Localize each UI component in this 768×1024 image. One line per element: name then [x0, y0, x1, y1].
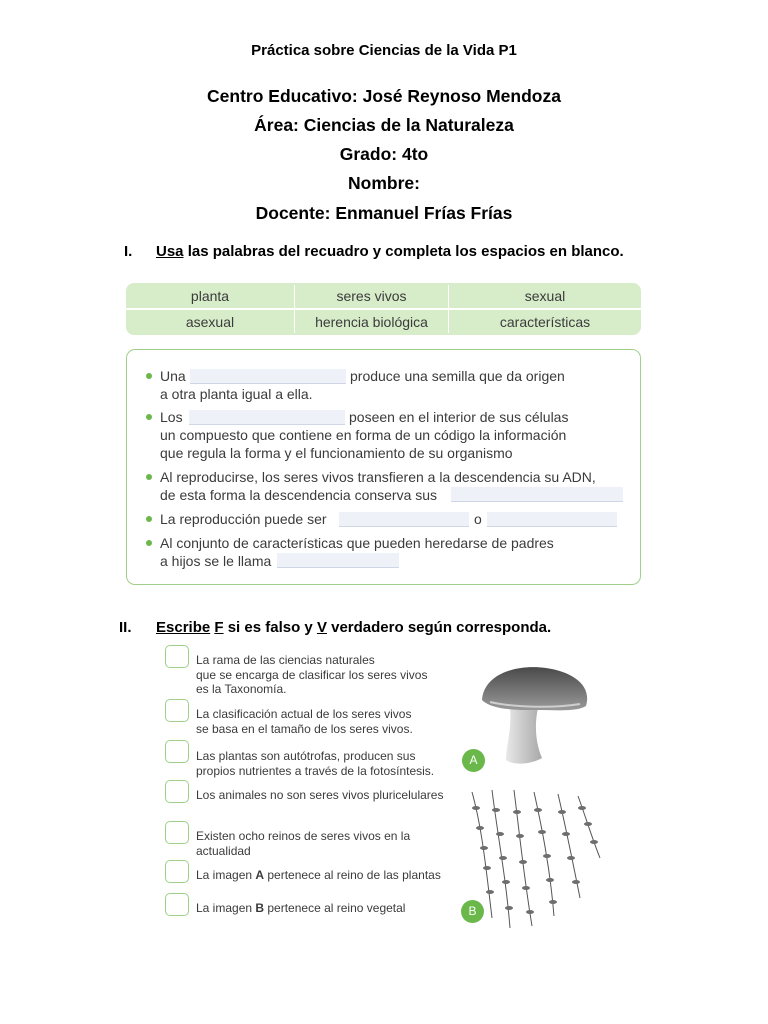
grade: Grado: 4to	[339, 144, 429, 164]
blank-1[interactable]	[190, 369, 346, 384]
blank-5[interactable]	[277, 553, 399, 568]
image-letter-b: B	[255, 901, 265, 915]
word-bank-word: planta	[190, 288, 230, 304]
statement-2	[196, 707, 413, 736]
mushroom-illustration	[476, 660, 596, 772]
image-a-badge: A	[462, 749, 485, 772]
fill-in-box	[126, 349, 641, 585]
statement-7	[196, 901, 405, 916]
word-bank-word: herencia biológica	[315, 314, 428, 330]
statement-part: pertenece al reino vegetal	[264, 901, 406, 915]
fill-item-5-start: Al conjunto de características que pueden heredarse de padres	[160, 535, 554, 551]
practice-title: Práctica sobre Ciencias de la Vida P1	[251, 42, 517, 59]
statement-part: pertenece al reino de las plantas	[264, 868, 441, 882]
statement-line: Existen ocho reinos de seres vivos en la	[196, 829, 411, 843]
word-bank-word: asexual	[185, 314, 235, 330]
fill-item-4-or: o	[474, 511, 482, 527]
statement-line: La rama de las ciencias naturales	[196, 653, 375, 667]
bullet	[146, 414, 152, 420]
statement-line: actualidad	[196, 843, 251, 858]
section-2-verb: Escribe	[156, 619, 211, 636]
statement-part: La imagen	[196, 868, 256, 882]
statement-line: La clasificación actual de los seres vivos	[196, 707, 412, 721]
section-2-rest: verdadero según corresponda.	[326, 619, 552, 636]
true-letter: V	[316, 619, 327, 636]
section-2-instruction	[156, 619, 551, 636]
fill-item-5-cont: a hijos se le llama	[160, 553, 272, 569]
fill-item-2-cont2: que regula la forma y el funcionamiento de su organismo	[160, 445, 513, 461]
statement-line: Las plantas son autótrofas, producen sus	[196, 749, 416, 763]
statement-4	[196, 788, 443, 803]
answer-box-4[interactable]	[165, 780, 189, 803]
image-b-badge: B	[461, 900, 484, 923]
answer-box-6[interactable]	[165, 860, 189, 883]
section-1-instruction	[156, 243, 624, 260]
section-1-verb: Usa	[156, 243, 184, 260]
answer-box-7[interactable]	[165, 893, 189, 916]
word-bank-word: sexual	[524, 288, 566, 304]
statement-part: La imagen	[196, 901, 256, 915]
statement-1	[196, 653, 427, 697]
statement-line: Los animales no son seres vivos pluricelulares	[196, 788, 444, 802]
statement-line: propios nutrientes a través de la fotosíntesis.	[196, 763, 435, 778]
statement-line: es la Taxonomía.	[196, 682, 287, 696]
section-2-number: II.	[119, 619, 132, 636]
fill-item-1-start: Una	[160, 368, 186, 384]
subject-area: Área: Ciencias de la Naturaleza	[254, 115, 514, 135]
bullet	[146, 474, 152, 480]
answer-box-3[interactable]	[165, 740, 189, 763]
school-name: Centro Educativo: José Reynoso Mendoza	[207, 86, 561, 106]
word-bank	[126, 283, 641, 335]
fill-item-2-start: Los	[160, 409, 183, 425]
false-letter: F	[214, 619, 224, 636]
fill-item-2-cont: un compuesto que contiene en forma de un código la información	[160, 427, 567, 443]
fill-item-2-end: poseen en el interior de sus células	[349, 409, 569, 425]
bullet	[146, 540, 152, 546]
section-1-number: I.	[124, 243, 133, 260]
fill-item-1-cont: a otra planta igual a ella.	[160, 386, 313, 402]
answer-box-5[interactable]	[165, 821, 189, 844]
image-letter-a: A	[255, 868, 265, 882]
teacher-name: Docente: Enmanuel Frías Frías	[255, 203, 513, 223]
answer-box-1[interactable]	[165, 645, 189, 668]
student-name-label: Nombre:	[348, 173, 420, 193]
blank-4b[interactable]	[487, 512, 617, 527]
statement-line: se basa en el tamaño de los seres vivos.	[196, 721, 413, 736]
fill-item-1-end: produce una semilla que da origen	[350, 368, 565, 384]
blank-3[interactable]	[451, 487, 623, 502]
fill-item-4-start: La reproducción puede ser	[160, 511, 327, 527]
statement-5	[196, 829, 410, 858]
fill-item-3-cont: de esta forma la descendencia conserva sus	[160, 487, 438, 503]
bullet	[146, 373, 152, 379]
word-bank-word: características	[499, 314, 591, 330]
blank-4a[interactable]	[339, 512, 469, 527]
fill-item-3-start: Al reproducirse, los seres vivos transfieren a la descendencia su ADN,	[160, 469, 596, 485]
word-bank-word: seres vivos	[336, 288, 407, 304]
section-2-mid: si es falso y	[223, 619, 317, 636]
bullet	[146, 516, 152, 522]
statement-3	[196, 749, 434, 778]
statement-6	[196, 868, 441, 883]
section-1-rest: las palabras del recuadro y completa los espacios en blanco.	[183, 243, 624, 260]
statement-line: que se encarga de clasificar los seres vivos	[196, 667, 428, 682]
blank-2[interactable]	[189, 410, 345, 425]
answer-box-2[interactable]	[165, 699, 189, 722]
